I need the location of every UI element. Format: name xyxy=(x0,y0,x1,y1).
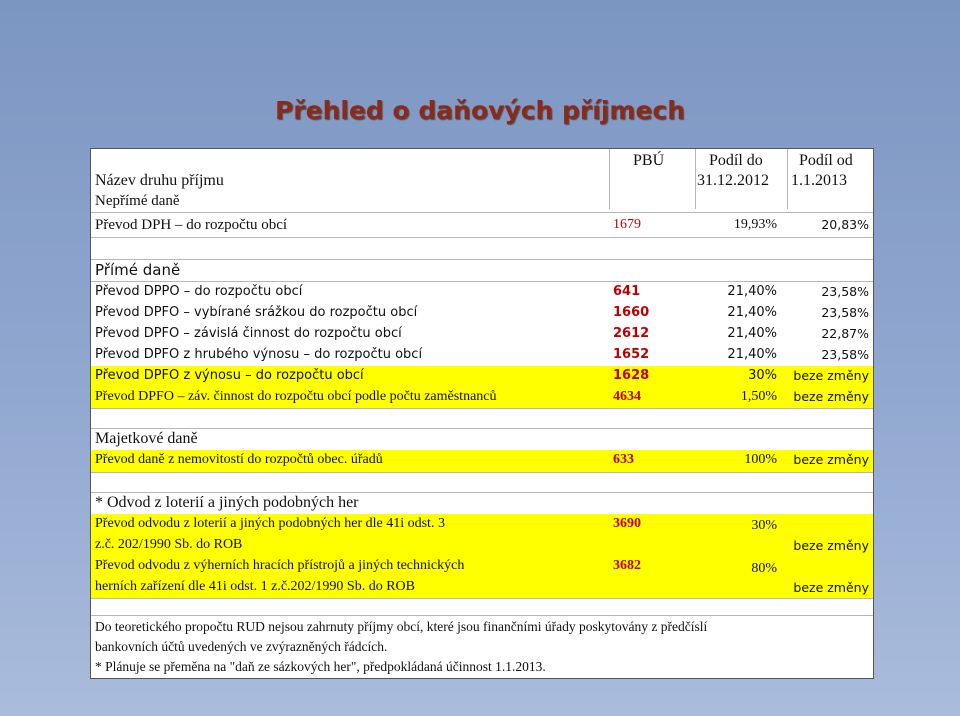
section-property-taxes xyxy=(91,428,873,450)
row-label: Převod DPFO – záv. činnost do rozpočtu obcí podle počtu zaměstnanců xyxy=(95,389,497,404)
header-share-2012-line1: Podíl do xyxy=(709,152,763,169)
row-pbu: 1679 xyxy=(613,217,641,232)
row-share-2012: 21,40% xyxy=(727,347,777,362)
row-share-2012: 19,93% xyxy=(733,217,777,232)
row-pbu: 1628 xyxy=(613,368,650,383)
row-share-2012: 21,40% xyxy=(727,326,777,341)
footnotes xyxy=(91,617,873,679)
row-label: Převod daně z nemovitostí do rozpočtů obec. úřadů xyxy=(95,452,383,467)
row-share-2012: 100% xyxy=(744,452,777,467)
row-label: Převod DPFO z hrubého výnosu – do rozpočtu obcí xyxy=(95,347,423,362)
table-row-highlighted xyxy=(91,556,873,598)
row-label: Převod DPH – do rozpočtu obcí xyxy=(95,217,288,233)
row-pbu: 633 xyxy=(613,452,634,467)
header-name-column: Název druhu příjmu xyxy=(95,172,224,189)
row-share-2013: beze změny xyxy=(793,368,869,383)
note-line2: bankovních účtů uvedených ve zvýrazněných řádcích. xyxy=(95,639,388,654)
table-row xyxy=(91,303,873,324)
tax-income-table xyxy=(90,148,874,679)
row-share-2013: 23,58% xyxy=(821,347,869,362)
row-share-2013: beze změny xyxy=(793,389,869,404)
row-share-2013: 22,87% xyxy=(821,326,869,341)
header-share-2013-line2: 1.1.2013 xyxy=(791,172,847,189)
row-share-2012: 30% xyxy=(748,368,777,383)
section-title: Přímé daně xyxy=(95,261,181,279)
row-label: Převod DPFO – vybírané srážkou do rozpočtu obcí xyxy=(95,305,418,320)
row-share-2013: beze změny xyxy=(793,452,869,467)
row-pbu: 1660 xyxy=(613,305,650,320)
section-title: * Odvod z loterií a jiných podobných her xyxy=(95,494,359,511)
page-title: Přehled o daňových příjmech xyxy=(274,96,686,125)
header-share-2012-line2: 31.12.2012 xyxy=(697,172,769,189)
table-row-highlighted xyxy=(91,366,873,387)
row-share-2012: 21,40% xyxy=(727,305,777,320)
row-label-line1: Převod odvodu z výherních hracích přístrojů a jiných technických xyxy=(95,558,465,573)
row-share-2013: beze změny xyxy=(793,538,869,553)
row-share-2012: 80% xyxy=(751,561,777,576)
row-share-2012: 21,40% xyxy=(727,284,777,299)
row-label: Převod DPFO – závislá činnost do rozpočtu obcí xyxy=(95,326,402,341)
section-indirect-taxes xyxy=(91,191,873,211)
note-line3: * Plánuje se přeměna na "daň ze sázkových her", předpokládaná účinnost 1.1.2013. xyxy=(95,659,546,674)
row-label-line2: z.č. 202/1990 Sb. do ROB xyxy=(95,537,243,552)
header-pbu-column: PBÚ xyxy=(633,152,665,169)
row-share-2013: 23,58% xyxy=(821,284,869,299)
table-row xyxy=(91,345,873,366)
row-share-2013: 23,58% xyxy=(821,305,869,320)
row-share-2013: 20,83% xyxy=(821,217,869,232)
section-title: Nepřímé daně xyxy=(95,193,180,209)
row-pbu: 1652 xyxy=(613,347,650,362)
section-direct-taxes xyxy=(91,259,873,281)
row-share-2013: beze změny xyxy=(793,580,869,595)
row-label-line1: Převod odvodu z loterií a jiných podobných her dle 41i odst. 3 xyxy=(95,516,445,531)
table-header xyxy=(91,149,873,193)
header-share-2013-line1: Podíl od xyxy=(799,152,853,169)
row-pbu: 4634 xyxy=(613,389,641,404)
table-row xyxy=(91,282,873,303)
row-pbu: 641 xyxy=(613,284,641,299)
row-label-line2: herních zařízení dle 41i odst. 1 z.č.202/1990 Sb. do ROB xyxy=(95,579,415,594)
table-row-highlighted xyxy=(91,387,873,408)
row-share-2012: 30% xyxy=(751,518,777,533)
section-lottery-levy xyxy=(91,492,873,514)
table-row xyxy=(91,324,873,345)
row-pbu: 3682 xyxy=(613,558,641,573)
table-row xyxy=(91,215,873,237)
table-row-highlighted xyxy=(91,514,873,556)
note-line1: Do teoretického propočtu RUD nejsou zahrnuty příjmy obcí, které jsou finančními úřady poskytovány z předčíslí xyxy=(95,619,708,634)
row-pbu: 3690 xyxy=(613,516,641,531)
row-label: Převod DPPO – do rozpočtu obcí xyxy=(95,284,303,299)
row-pbu: 2612 xyxy=(613,326,650,341)
row-label: Převod DPFO z výnosu – do rozpočtu obcí xyxy=(95,368,364,383)
table-row-highlighted xyxy=(91,450,873,472)
section-title: Majetkové daně xyxy=(95,430,198,447)
row-share-2012: 1,50% xyxy=(740,389,777,404)
